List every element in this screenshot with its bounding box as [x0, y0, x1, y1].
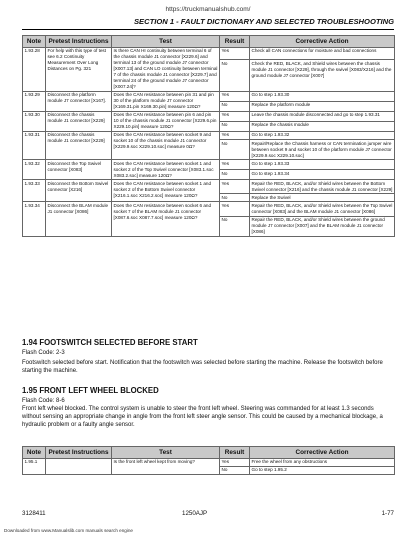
table-header-row: [23, 447, 395, 459]
col-header-pretest: Pretest Instructions: [46, 36, 112, 48]
pretest-cell: Disconnect the Bottom Swivel connector [X216]: [46, 180, 112, 202]
action-cell: Go to step 1.93.30: [250, 91, 395, 101]
table-row: [23, 47, 395, 60]
table-row: [23, 180, 395, 194]
col-header-result: Result: [220, 36, 250, 48]
test-cell: Does the CAN resistance between socket 1 and socket 2 of the Bottom Swivel connector [X216.1.soc X216.2.soc] measure 120Ω?: [112, 180, 220, 202]
col-header-action: Corrective Action: [250, 447, 395, 459]
pretest-cell: Disconnect the Top Swivel connector [X083]: [46, 160, 112, 180]
test-cell: Does the CAN resistance between pin 31 and pin 30 of the platform module J7 connector [X169.31.pin X169.30.pin] measure 120Ω?: [112, 91, 220, 111]
pretest-cell: For help with this type of test see 6.2 Continuity Measurement Over Long Distances on Pg. 321: [46, 47, 112, 91]
test-cell: Does the CAN resistance between socket 1 and socket 2 of the Top Swivel connector [X083.1.soc X083.2.soc] measure 120Ω?: [112, 160, 220, 180]
action-cell: Check the RED, BLACK, and Shield wires between the chassis module J1 connector [X229], through the swivel [X083/X216] and the ground module J7 connector [X007]: [250, 60, 395, 91]
result-cell: Yes: [220, 180, 250, 194]
result-cell: Yes: [220, 47, 250, 60]
note-cell: 1.93.34: [23, 202, 46, 236]
action-cell: Repair/Replace the Chassis harness or CAN termination jumper wire between socket 9 and socket 10 of the platform module J7 connector [X229.9.soc X229.10.soc]: [250, 140, 395, 160]
test-cell: Does the CAN resistance between socket 6 and socket 7 of the BLAM module J1 connector [X087.6.soc X087.7.soc] measure 120Ω?: [112, 202, 220, 236]
result-cell: Yes: [220, 160, 250, 170]
col-header-test: Test: [112, 36, 220, 48]
section-header: SECTION 1 - FAULT DICTIONARY AND SELECTED TROUBLESHOOTING: [22, 17, 394, 30]
result-cell: Yes: [220, 91, 250, 101]
result-cell: No: [220, 466, 250, 474]
footer-model: 1250AJP: [182, 510, 208, 517]
action-cell: Leave the chassis module disconnected and go to step 1.93.31: [250, 111, 395, 121]
note-cell: 1.93.33: [23, 180, 46, 202]
result-cell: No: [220, 216, 250, 236]
action-cell: Repair the RED, BLACK, and/or Shield wires between the Bottom Swivel connector [X216] and the chassis module J1 connector [X229]: [250, 180, 395, 194]
source-url: https://truckmanualshub.com/: [165, 6, 251, 13]
action-cell: Go to step 1.95.2: [250, 466, 395, 474]
pretest-cell: Disconnect the platform module J7 connector [X167].: [46, 91, 112, 111]
fault-table: [22, 35, 395, 237]
action-cell: Check all CAN connections for moisture and bad connections: [250, 47, 395, 60]
test-cell: Does the CAN resistance between pin 6 and pin 10 of the chassis module J1 connector [X229.6.pin X229.10.pin] measure 120Ω?: [112, 111, 220, 131]
note-cell: 1.93.28: [23, 47, 46, 91]
test-cell: Is the front left wheel kept from moving?: [112, 458, 220, 474]
test-cell: Is there CAN HI continuity between terminal 6 of the chassis module J1 connector [X229.6] and terminal 13 of the ground module J7 connector [X007.13] and CAN LO continuity between terminal 7 of the chassis module J1 connector [X229.7] and terminal 24 of the ground module J7 connector [X007.24]?: [112, 47, 220, 91]
col-header-result: Result: [220, 447, 250, 459]
result-cell: No: [220, 101, 250, 111]
flash-code-1-94: Flash Code: 2-3: [22, 350, 65, 356]
fault-table-1-95: [22, 446, 395, 475]
note-cell: 1.93.32: [23, 160, 46, 180]
description-1-94: Footswitch selected before start. Notification that the footswitch was selected before starting the machine. Release the footswitch before starting the machine.: [22, 360, 383, 374]
pretest-cell: [46, 458, 112, 474]
col-header-note: Note: [23, 36, 46, 48]
action-cell: Replace the chassis module: [250, 121, 395, 131]
action-cell: Repair the RED, BLACK, and/or Shield wires between the Top Swivel connector [X083] and the BLAM module J1 connector [X086]: [250, 202, 395, 216]
pretest-cell: Disconnect the chassis module J1 connector [X229]: [46, 131, 112, 159]
action-cell: Go to step 1.93.34: [250, 170, 395, 180]
note-cell: 1.93.30: [23, 111, 46, 131]
result-cell: No: [220, 121, 250, 131]
col-header-action: Corrective Action: [250, 36, 395, 48]
note-cell: 1.95.1: [23, 458, 46, 474]
table-header-row: [23, 36, 395, 48]
pretest-cell: Disconnect the chassis module J1 connector [X229]: [46, 111, 112, 131]
result-cell: No: [220, 60, 250, 91]
action-cell: Go to step 1.93.32: [250, 131, 395, 139]
result-cell: No: [220, 194, 250, 202]
section-title-1-94: 1.94 FOOTSWITCH SELECTED BEFORE START: [22, 338, 198, 347]
action-cell: Repair the RED, BLACK, and/or Shield wires between the ground module J7 connector [X007] and the BLAM module J1 connector [X086]: [250, 216, 395, 236]
flash-code-1-95: Flash Code: 8-6: [22, 398, 65, 404]
section-title-1-95: 1.95 FRONT LEFT WHEEL BLOCKED: [22, 386, 159, 395]
table-row: [23, 160, 395, 170]
test-cell: Does the CAN resistance between socket 9 and socket 10 of the chassis module J1 connector [X229.9.soc X229.10.soc] measure 0Ω?: [112, 131, 220, 159]
result-cell: Yes: [220, 458, 250, 466]
action-cell: Free the wheel from any obstructions: [250, 458, 395, 466]
table-row: [23, 91, 395, 101]
table-row: [23, 131, 395, 139]
download-notice: Downloaded from www.Manualslib.com manuals search engine: [4, 528, 133, 533]
note-cell: 1.93.31: [23, 131, 46, 159]
action-cell: Replace the platform module: [250, 101, 395, 111]
footer-page-number: 1-77: [381, 510, 394, 517]
result-cell: Yes: [220, 131, 250, 139]
result-cell: Yes: [220, 111, 250, 121]
col-header-pretest: Pretest Instructions: [46, 447, 112, 459]
table-row: [23, 202, 395, 216]
table-row: [23, 458, 395, 466]
table-row: [23, 111, 395, 121]
action-cell: Go to step 1.93.33: [250, 160, 395, 170]
description-1-95: Front left wheel blocked. The control system is unable to steer the front left wheel. Steering was commanded for at least 1.3 seconds without sensing an appropriate change in angle from the front left steer angle sensor. This could be caused by a mechanical blockage, a hydraulic problem or a faulty angle sensor.: [22, 406, 383, 428]
col-header-test: Test: [112, 447, 220, 459]
result-cell: No: [220, 140, 250, 160]
action-cell: Replace the Swivel: [250, 194, 395, 202]
note-cell: 1.93.29: [23, 91, 46, 111]
footer-part-number: 3128411: [22, 510, 46, 517]
pretest-cell: Disconnect the BLAM module J1 connector [X086]: [46, 202, 112, 236]
col-header-note: Note: [23, 447, 46, 459]
result-cell: No: [220, 170, 250, 180]
result-cell: Yes: [220, 202, 250, 216]
